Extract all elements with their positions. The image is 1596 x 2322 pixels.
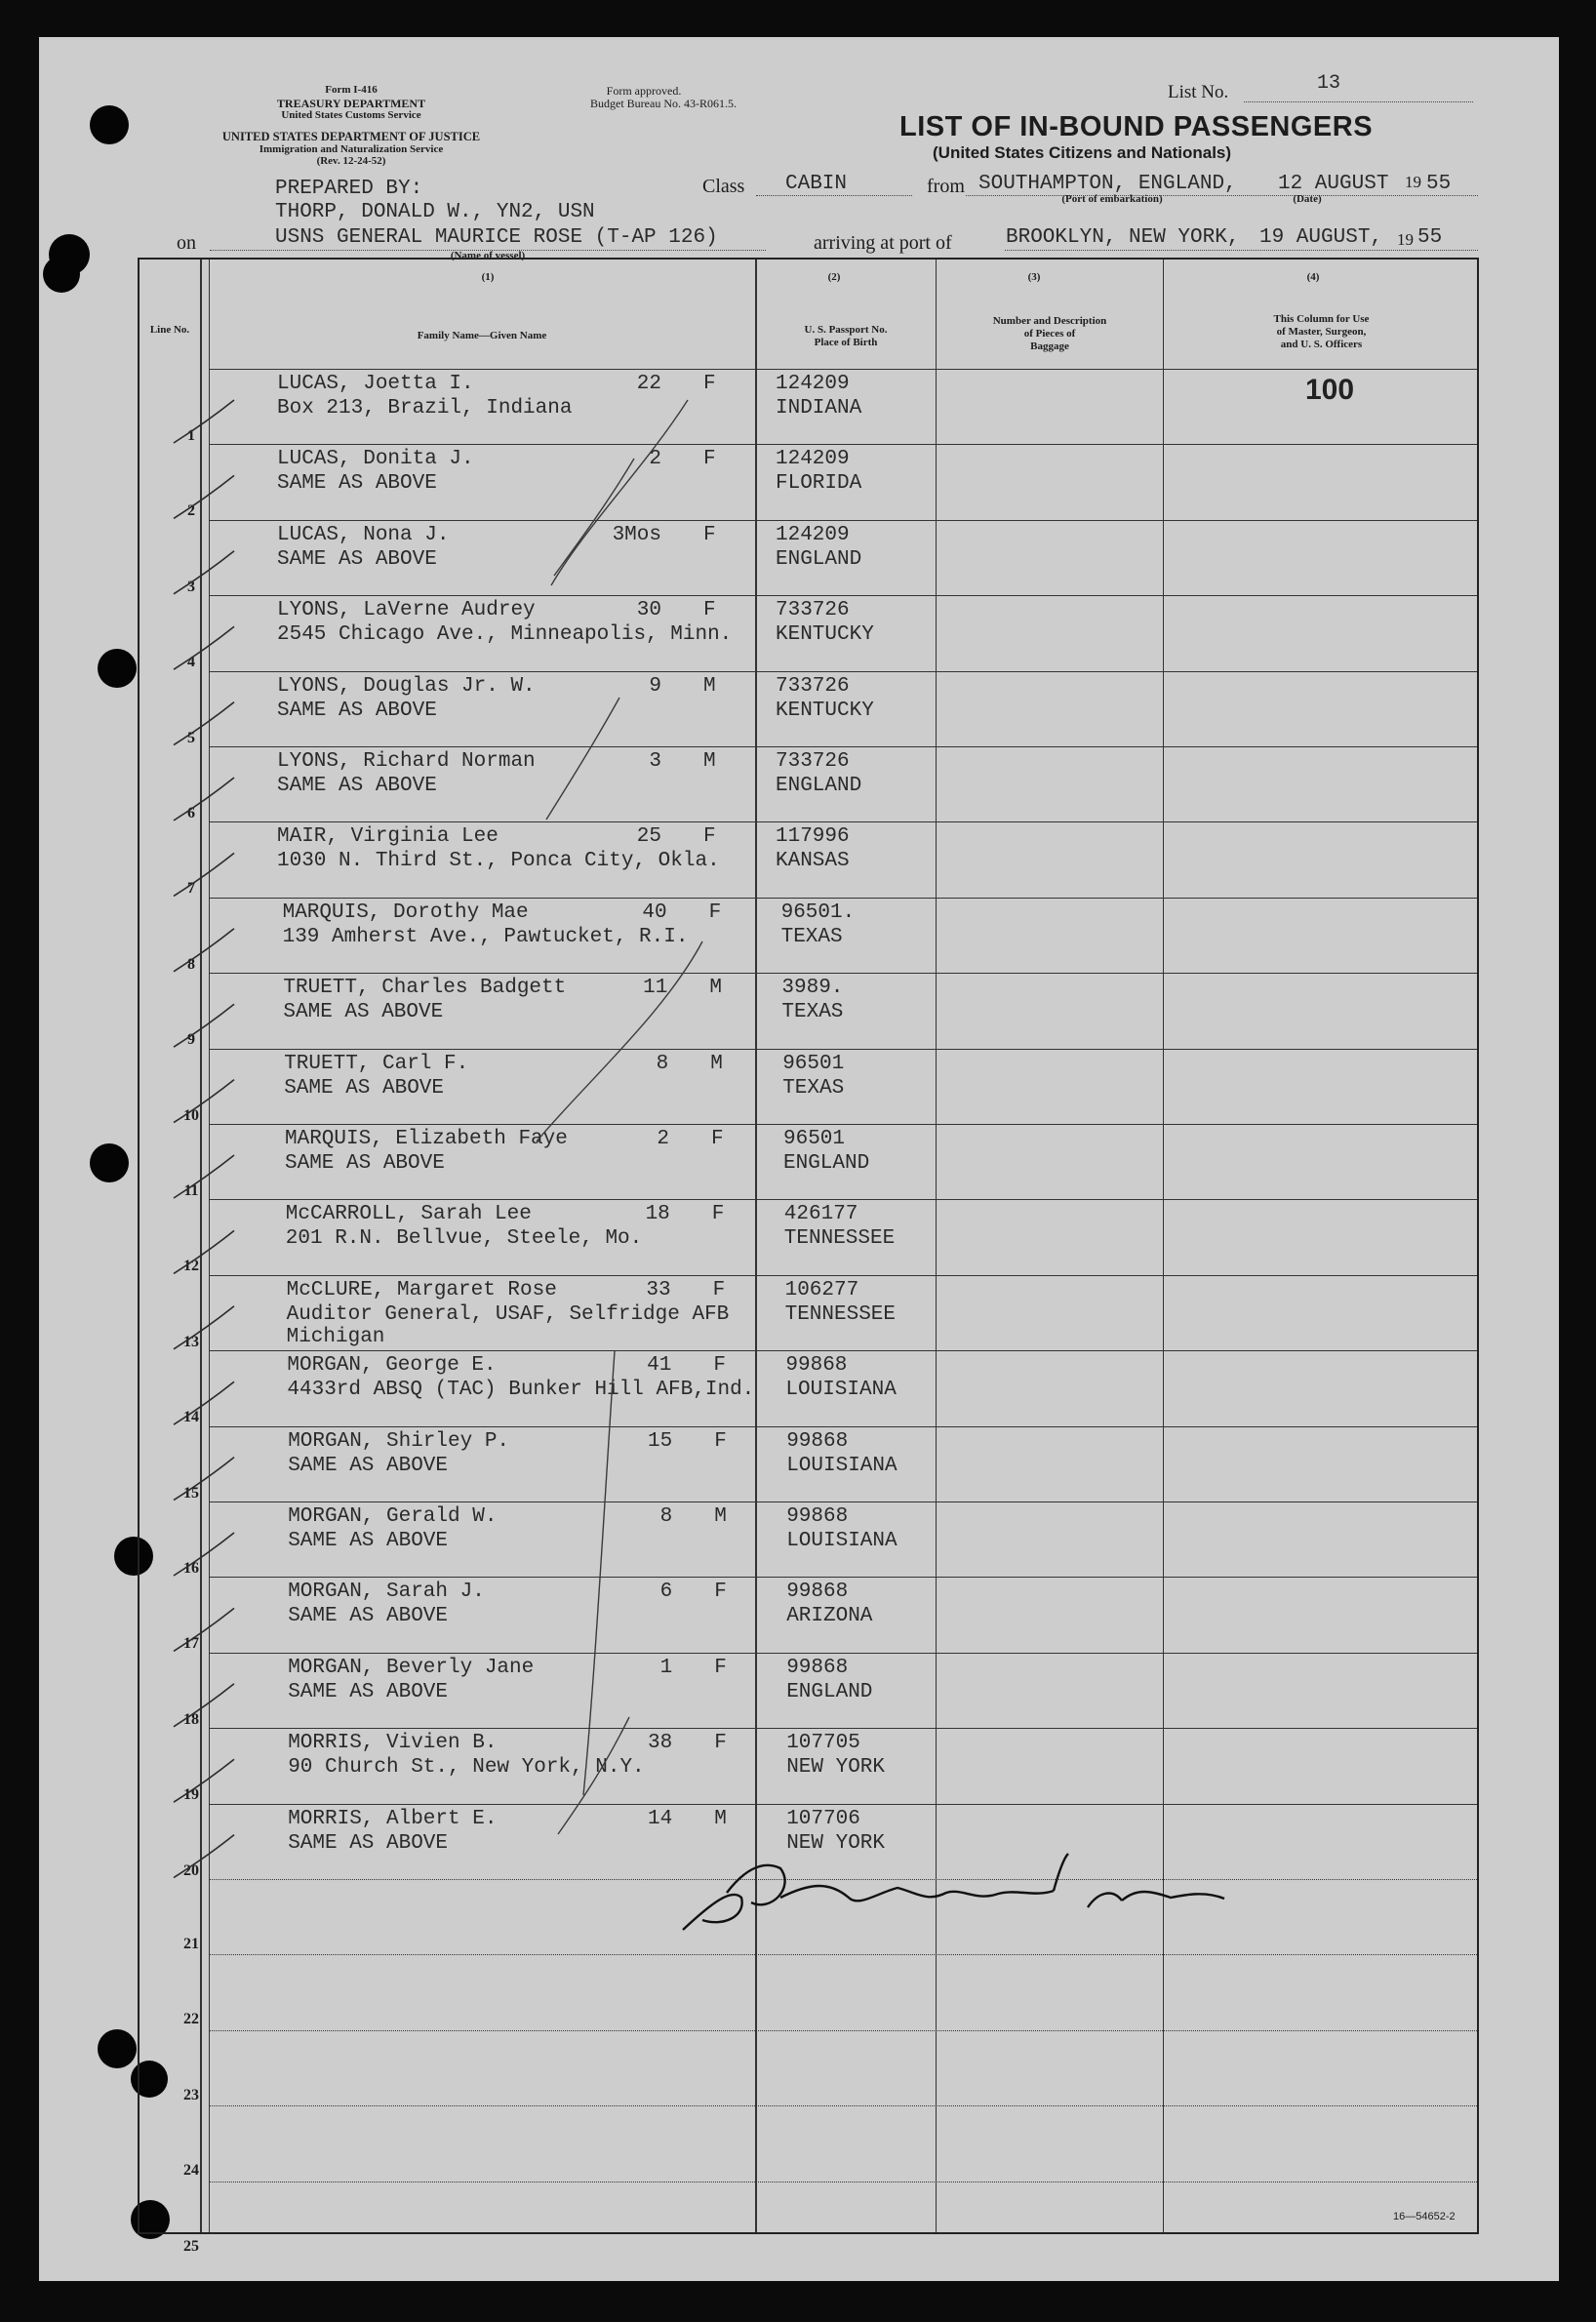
- header-line-no: Line No.: [149, 324, 190, 336]
- place-of-birth: ENGLAND: [776, 547, 862, 571]
- line-number: 11: [183, 1182, 199, 1199]
- pencil-long-strokes: [537, 400, 702, 1834]
- pencil-tick-mark: [174, 1381, 234, 1424]
- passenger-name: LYONS, Richard Norman: [277, 750, 536, 773]
- pencil-tick-mark: [174, 929, 234, 972]
- passenger-age: 3Mos: [612, 523, 661, 546]
- passenger-age: 8: [656, 1052, 669, 1075]
- line-number: 10: [183, 1106, 199, 1124]
- passenger-address: SAME AS ABOVE: [284, 1076, 445, 1100]
- place-of-birth: KENTUCKY: [776, 699, 874, 722]
- passenger-name: TRUETT, Carl F.: [284, 1052, 469, 1075]
- passport-number: 124209: [776, 373, 850, 395]
- passenger-address: SAME AS ABOVE: [288, 1530, 449, 1552]
- line-number: 17: [183, 1635, 199, 1653]
- immigration-service: Immigration and Naturalization Service: [259, 143, 444, 155]
- passenger-address: SAME AS ABOVE: [277, 547, 437, 571]
- budget-bureau-number: Budget Bureau No. 43-R061.5.: [590, 97, 737, 110]
- pencil-tick-mark: [174, 1080, 234, 1123]
- vessel-name: USNS GENERAL MAURICE ROSE (T-AP 126): [275, 226, 718, 249]
- passenger-name: MARQUIS, Elizabeth Faye: [285, 1128, 568, 1150]
- passenger-age: 22: [636, 373, 661, 395]
- place-of-birth: LOUISIANA: [785, 1379, 897, 1402]
- document-subtitle: (United States Citizens and Nationals): [933, 143, 1232, 162]
- line-number: 12: [183, 1258, 199, 1275]
- pencil-tick-mark: [174, 1608, 234, 1651]
- passport-number: 124209: [776, 523, 850, 546]
- departure-year: 55: [1426, 173, 1452, 195]
- place-of-birth: ENGLAND: [786, 1680, 873, 1703]
- column-1-caption: (1): [481, 271, 495, 283]
- passenger-age: 11: [643, 977, 668, 1000]
- arrival-year: 55: [1417, 226, 1443, 249]
- column-4-caption: (4): [1306, 271, 1320, 283]
- passenger-address: 139 Amherst Ave., Pawtucket, R.I.: [282, 925, 689, 948]
- passenger-name: MORRIS, Albert E.: [288, 1807, 498, 1830]
- passenger-age: 15: [647, 1429, 673, 1453]
- form-revision: (Rev. 12-24-52): [316, 155, 386, 167]
- passenger-sex: F: [711, 1203, 725, 1226]
- line-number: 22: [183, 2011, 199, 2028]
- passport-number: 733726: [776, 674, 850, 698]
- arriving-label: arriving at port of: [814, 232, 952, 254]
- passenger-sex: M: [703, 750, 716, 773]
- place-of-birth: ENGLAND: [783, 1152, 870, 1175]
- place-of-birth: TEXAS: [781, 1001, 844, 1024]
- pencil-tick-mark: [174, 702, 234, 745]
- passenger-address: SAME AS ABOVE: [288, 1680, 449, 1703]
- header-passport: U. S. Passport No. Place of Birth: [804, 324, 888, 348]
- from-label: from: [927, 176, 965, 197]
- place-of-birth: KENTUCKY: [776, 623, 874, 647]
- passenger-sex: F: [711, 1128, 724, 1150]
- passenger-address: Auditor General, USAF, Selfridge AFB: [286, 1302, 730, 1326]
- arrival-year-prefix: 19: [1397, 230, 1414, 249]
- passenger-age: 9: [649, 674, 661, 698]
- place-of-birth: LOUISIANA: [786, 1530, 898, 1552]
- passenger-address: SAME AS ABOVE: [277, 472, 437, 496]
- passenger-age: 3: [649, 750, 661, 773]
- passport-number: 426177: [783, 1203, 858, 1226]
- passenger-age: 38: [647, 1732, 673, 1755]
- passenger-age: 40: [642, 901, 667, 924]
- place-of-birth: ENGLAND: [776, 775, 862, 797]
- passport-number: 99868: [785, 1354, 848, 1378]
- department-of-justice: UNITED STATES DEPARTMENT OF JUSTICE: [221, 130, 481, 143]
- passenger-address: 2545 Chicago Ave., Minneapolis, Minn.: [277, 623, 733, 647]
- line-number: 20: [183, 1862, 199, 1879]
- place-of-birth: NEW YORK: [786, 1831, 886, 1855]
- header-name: Family Name—Given Name: [417, 330, 547, 341]
- passport-number: 96501.: [780, 901, 856, 924]
- passenger-name: MORGAN, Shirley P.: [288, 1429, 510, 1453]
- class-label: Class: [702, 176, 745, 197]
- class-value: CABIN: [785, 173, 848, 195]
- line-number: 19: [183, 1786, 199, 1804]
- header-baggage: Number and Description of Pieces of Baggage: [992, 315, 1107, 352]
- pencil-tick-mark: [174, 1835, 234, 1878]
- passenger-name: MORGAN, Beverly Jane: [288, 1656, 535, 1679]
- line-number: 9: [187, 1031, 195, 1049]
- passenger-sex: F: [714, 1581, 727, 1604]
- line-number: 3: [187, 578, 195, 595]
- passport-number: 99868: [786, 1505, 849, 1528]
- passenger-address: SAME AS ABOVE: [277, 699, 437, 722]
- passenger-name: LUCAS, Donita J.: [277, 448, 474, 471]
- place-of-birth: FLORIDA: [776, 472, 862, 496]
- passport-number: 99868: [786, 1656, 849, 1679]
- passenger-name: MORGAN, George E.: [287, 1354, 497, 1378]
- form-number: Form I-416: [325, 84, 378, 96]
- pencil-tick-mark: [174, 475, 234, 518]
- line-number: 15: [183, 1484, 199, 1501]
- line-number: 8: [187, 955, 195, 973]
- passenger-sex: M: [714, 1505, 727, 1528]
- document-title: LIST OF IN-BOUND PASSENGERS: [899, 111, 1374, 142]
- place-of-birth: INDIANA: [776, 397, 862, 420]
- customs-service: United States Customs Service: [281, 109, 421, 121]
- passenger-address: Box 213, Brazil, Indiana: [277, 397, 573, 420]
- pencil-tick-mark: [174, 1306, 234, 1349]
- date-caption: (Date): [1293, 193, 1322, 205]
- signature-scribble: [683, 1854, 1224, 1930]
- passenger-sex: F: [714, 1429, 727, 1453]
- passport-number: 3989.: [781, 977, 844, 1000]
- departure-date: 12 AUGUST: [1278, 173, 1389, 195]
- line-number: 13: [183, 1333, 199, 1350]
- passenger-address: 201 R.N. Bellvue, Steele, Mo.: [285, 1227, 643, 1251]
- column-3-caption: (3): [1027, 271, 1041, 283]
- on-label: on: [177, 232, 196, 254]
- place-of-birth: TEXAS: [780, 925, 843, 948]
- passenger-age: 8: [659, 1505, 673, 1528]
- pencil-tick-mark: [174, 1458, 234, 1501]
- passenger-sex: M: [703, 674, 716, 698]
- passenger-address: SAME AS ABOVE: [277, 775, 437, 797]
- passenger-sex: F: [703, 448, 716, 471]
- passenger-sex: M: [709, 977, 722, 1000]
- passenger-age: 30: [636, 599, 661, 622]
- place-of-birth: KANSAS: [776, 850, 850, 873]
- passenger-sex: F: [714, 1732, 727, 1755]
- embarkation-port: SOUTHAMPTON, ENGLAND,: [978, 173, 1237, 195]
- passenger-sex: F: [712, 1278, 726, 1301]
- pencil-stroke: [537, 941, 702, 1141]
- passenger-name: MORGAN, Sarah J.: [288, 1581, 485, 1604]
- passenger-sex: F: [703, 825, 716, 849]
- passport-number: 99868: [786, 1429, 849, 1453]
- pencil-tick-mark: [174, 1759, 234, 1802]
- passenger-sex: F: [713, 1354, 726, 1378]
- passenger-name: LYONS, LaVerne Audrey: [277, 599, 536, 622]
- passenger-address: SAME AS ABOVE: [288, 1454, 449, 1477]
- passenger-name: MORGAN, Gerald W.: [288, 1505, 498, 1528]
- passport-number: 124209: [776, 448, 850, 471]
- line-number: 18: [183, 1710, 199, 1728]
- passenger-age: 2: [657, 1128, 669, 1150]
- pencil-stroke: [558, 1717, 629, 1834]
- passenger-age: 25: [636, 825, 661, 849]
- line-number: 6: [187, 805, 195, 821]
- passport-number: 96501: [782, 1052, 845, 1075]
- passenger-address: SAME AS ABOVE: [288, 1831, 449, 1855]
- arrival-date: 19 AUGUST,: [1259, 226, 1383, 249]
- prepared-by: THORP, DONALD W., YN2, USN: [275, 201, 595, 223]
- passenger-address-line2: Michigan: [286, 1325, 385, 1348]
- passenger-name: MAIR, Virginia Lee: [277, 825, 499, 849]
- list-number-label: List No.: [1168, 82, 1229, 102]
- departure-year-prefix: 19: [1405, 173, 1421, 191]
- line-number: 23: [183, 2086, 199, 2103]
- line-number: 2: [187, 502, 195, 520]
- treasury-department: TREASURY DEPARTMENT: [276, 97, 426, 110]
- passenger-sex: F: [703, 373, 716, 395]
- line-number: 5: [187, 729, 195, 746]
- prepared-by-label: PREPARED BY:: [275, 178, 423, 200]
- passenger-name: LUCAS, Joetta I.: [277, 373, 474, 395]
- pencil-tick-mark: [174, 1230, 234, 1273]
- arrival-port: BROOKLYN, NEW YORK,: [1006, 226, 1240, 249]
- passenger-sex: F: [708, 901, 722, 924]
- passport-number: 107705: [786, 1732, 860, 1755]
- passenger-age: 14: [647, 1807, 673, 1830]
- place-of-birth: NEW YORK: [786, 1756, 886, 1780]
- signature: [0, 0, 1, 1]
- officer-count: 100: [1305, 374, 1355, 406]
- passenger-address: SAME AS ABOVE: [283, 1001, 444, 1024]
- footer-code: 16—54652-2: [1393, 2211, 1456, 2222]
- passport-number: 99868: [786, 1581, 849, 1604]
- passenger-name: MARQUIS, Dorothy Mae: [282, 901, 529, 924]
- passenger-name: McCARROLL, Sarah Lee: [285, 1203, 532, 1226]
- passenger-age: 6: [659, 1581, 673, 1604]
- place-of-birth: ARIZONA: [786, 1605, 873, 1628]
- passenger-name: TRUETT, Charles Badgett: [283, 977, 567, 1000]
- line-number: 24: [183, 2162, 199, 2180]
- form-approved: Form approved.: [606, 84, 682, 98]
- passenger-name: LYONS, Douglas Jr. W.: [277, 674, 536, 698]
- passenger-age: 2: [649, 448, 661, 471]
- line-number: 1: [187, 427, 195, 444]
- passenger-address: 90 Church St., New York, N.Y.: [288, 1756, 645, 1780]
- pencil-stroke: [546, 698, 619, 820]
- passenger-sex: M: [714, 1807, 727, 1830]
- port-embarkation-caption: (Port of embarkation): [1061, 193, 1163, 205]
- pencil-stroke: [554, 459, 634, 576]
- place-of-birth: TENNESSEE: [783, 1227, 896, 1251]
- passenger-name: MORRIS, Vivien B.: [288, 1732, 498, 1755]
- line-number: 25: [183, 2237, 199, 2255]
- passport-number: 107706: [786, 1807, 860, 1830]
- line-number: 16: [183, 1560, 199, 1577]
- pencil-tick-marks: [174, 400, 234, 1878]
- passenger-sex: F: [714, 1656, 727, 1679]
- pencil-stroke: [551, 400, 688, 585]
- passenger-name: McCLURE, Margaret Rose: [286, 1278, 557, 1301]
- line-number: 21: [183, 1936, 199, 1952]
- passport-number: 96501: [783, 1128, 846, 1150]
- pencil-tick-mark: [174, 551, 234, 594]
- passport-number: 106277: [784, 1278, 859, 1301]
- place-of-birth: TEXAS: [782, 1076, 845, 1100]
- header-officers: This Column for Use of Master, Surgeon, and U. S. Officers: [1273, 313, 1370, 350]
- passenger-age: 41: [647, 1354, 672, 1378]
- pencil-stroke: [583, 1351, 615, 1795]
- pencil-tick-mark: [174, 1004, 234, 1047]
- passenger-age: 18: [645, 1203, 670, 1226]
- passenger-address: 4433rd ABSQ (TAC) Bunker Hill AFB,Ind.: [287, 1379, 755, 1402]
- pencil-tick-mark: [174, 1684, 234, 1727]
- place-of-birth: LOUISIANA: [786, 1454, 898, 1477]
- passport-number: 117996: [776, 825, 850, 849]
- pencil-tick-mark: [174, 778, 234, 821]
- passenger-address: SAME AS ABOVE: [285, 1152, 445, 1175]
- passenger-sex: F: [703, 599, 716, 622]
- pencil-tick-mark: [174, 400, 234, 443]
- pencil-tick-mark: [174, 853, 234, 896]
- list-number: 13: [1317, 72, 1341, 95]
- passenger-sex: F: [703, 523, 716, 546]
- passenger-address: 1030 N. Third St., Ponca City, Okla.: [277, 850, 720, 873]
- signature-path: [683, 1854, 1224, 1930]
- pencil-tick-mark: [174, 1155, 234, 1198]
- passenger-name: LUCAS, Nona J.: [277, 523, 450, 546]
- line-number: 7: [187, 880, 195, 898]
- line-number: 4: [187, 654, 195, 671]
- passport-number: 733726: [776, 599, 850, 622]
- passenger-age: 33: [646, 1278, 671, 1301]
- passenger-sex: M: [710, 1052, 723, 1075]
- place-of-birth: TENNESSEE: [784, 1302, 897, 1326]
- vessel-caption: (Name of vessel): [450, 250, 526, 261]
- column-2-caption: (2): [827, 271, 841, 283]
- line-number: 14: [183, 1409, 199, 1426]
- passenger-address: SAME AS ABOVE: [288, 1605, 449, 1628]
- passport-number: 733726: [776, 750, 850, 773]
- passenger-age: 1: [659, 1656, 673, 1679]
- pencil-tick-mark: [174, 1533, 234, 1576]
- pencil-tick-mark: [174, 626, 234, 669]
